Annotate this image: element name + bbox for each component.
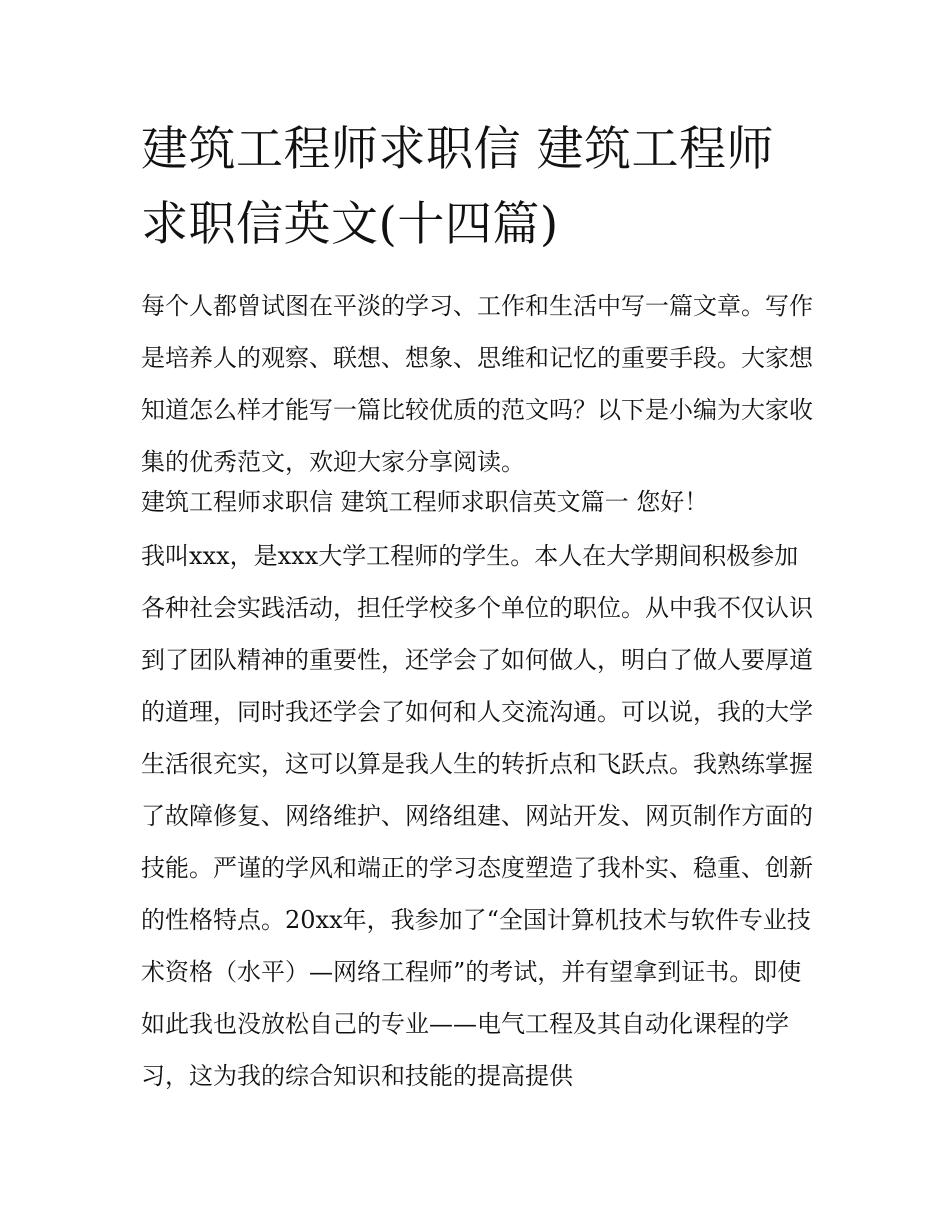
document-title: 建筑工程师求职信 建筑工程师求职信英文(十四篇) [141, 122, 774, 252]
section-heading: 建筑工程师求职信 建筑工程师求职信英文篇一 您好！ [141, 488, 709, 516]
body-paragraph: 我叫xxx，是xxx大学工程师的学生。本人在大学期间积极参加各种社会实践活动，担任学校多个单位的职位。从中我不仅认识到了团队精神的重要性，还学会了如何做人，明白了做人要厚道的道理，同时我还学会了如何和人交流沟通。可以说，我的大学生活很充实，这可以算是我人生的转折点和飞跃点。我熟练掌握了故障修复、网络维护、网络组建、网站开发、网页制作方面的技能。严谨的学风和端正的学习态度塑造了我朴实、稳重、创新的性格特点。20xx年，我参加了“全国计算机技术与软件专业技术资格（水平）—网络工程师”的考试，并有望拿到证书。即使如此我也没放松自己的专业——电气工程及其自动化课程的学习，这为我的综合知识和技能的提高提供 [141, 542, 813, 1090]
intro-paragraph: 每个人都曾试图在平淡的学习、工作和生活中写一篇文章。写作是培养人的观察、联想、想象、思维和记忆的重要手段。大家想知道怎么样才能写一篇比较优质的范文吗？以下是小编为大家收集的优秀范文，欢迎大家分享阅读。 [141, 292, 813, 476]
